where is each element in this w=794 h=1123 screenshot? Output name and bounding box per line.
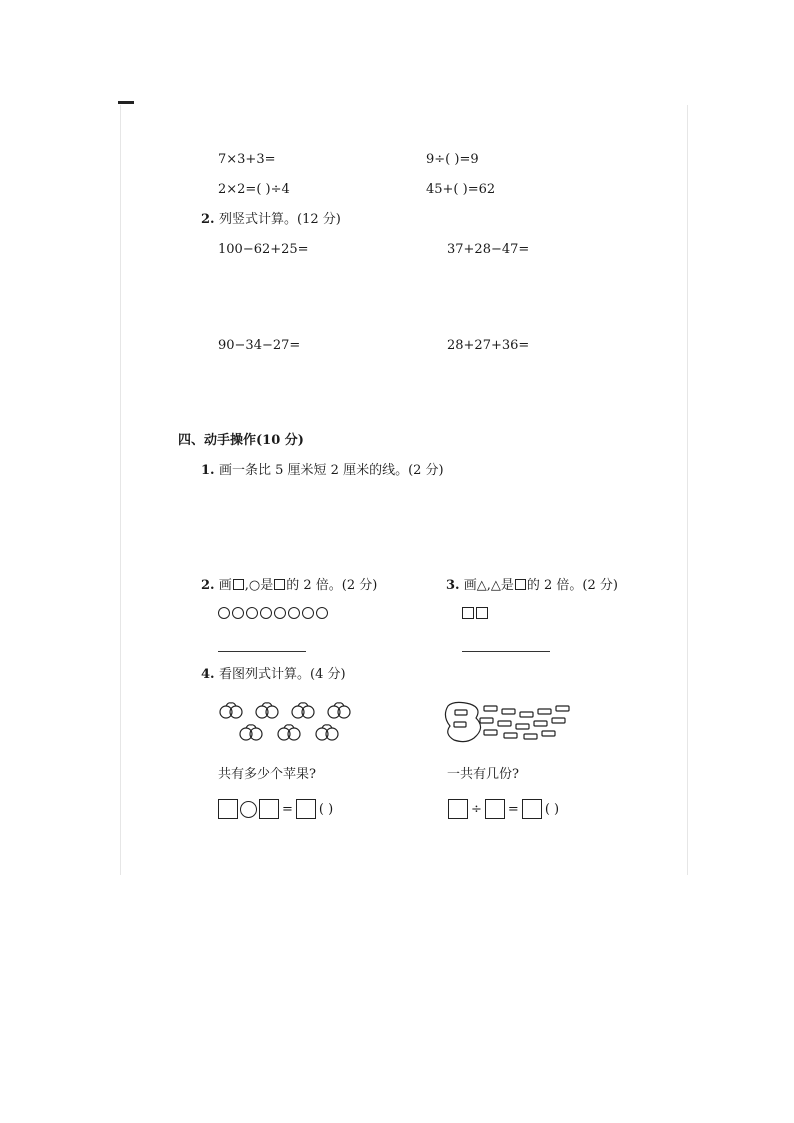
q4-2-post: 的 2 倍。(2 分) [286, 578, 378, 593]
answer-box[interactable] [259, 799, 279, 819]
q1-text: 画一条比 5 厘米短 2 厘米的线。(2 分) [219, 463, 444, 478]
answer-box[interactable] [485, 799, 505, 819]
q4-3-pre: 画△,△是 [463, 578, 514, 593]
apple-cluster-icon [214, 698, 364, 748]
circle-icon [288, 607, 300, 619]
operator-circle[interactable] [240, 801, 257, 818]
q4-2-mid: ,○是 [244, 578, 274, 593]
equals-sign: = [507, 801, 519, 817]
answer-box[interactable] [448, 799, 468, 819]
q1-number: 1. [201, 463, 215, 478]
apples-question: 共有多少个苹果? [218, 767, 316, 782]
answer-box[interactable] [522, 799, 542, 819]
circle-icon [218, 607, 230, 619]
square-row [462, 607, 488, 619]
divide-sign: ÷ [471, 801, 482, 817]
square-icon [462, 607, 474, 619]
square-icon [476, 607, 488, 619]
circle-icon [316, 607, 328, 619]
q4-number: 4. [201, 667, 215, 682]
q2-number: 2. [201, 212, 215, 227]
q3-line [446, 578, 618, 594]
q4-3-post: 的 2 倍。(2 分) [526, 578, 618, 593]
answer-line-q3[interactable] [462, 651, 550, 652]
unit-paren[interactable]: ( ) [544, 801, 560, 817]
expr-1-left: 7×3+3= [218, 152, 276, 167]
square-icon [515, 579, 526, 590]
q4-3-number: 3. [446, 578, 460, 593]
square-icon [233, 579, 244, 590]
square-icon [274, 579, 285, 590]
equals-sign: = [282, 801, 293, 817]
circle-row [218, 607, 328, 619]
q4-2-number: 2. [201, 578, 215, 593]
expr-2-right: 45+( )=62 [426, 182, 496, 197]
circle-icon [260, 607, 272, 619]
equation-apples [218, 799, 334, 819]
calc-a: 100−62+25= [218, 242, 309, 257]
expr-2-left: 2×2=( )÷4 [218, 182, 290, 197]
circle-icon [274, 607, 286, 619]
calc-d: 28+27+36= [447, 338, 530, 353]
calc-c: 90−34−27= [218, 338, 301, 353]
candy-question: 一共有几份? [447, 767, 519, 782]
equation-candy [448, 799, 560, 819]
circle-icon [246, 607, 258, 619]
section-title: 四、动手操作(10 分) [178, 433, 304, 448]
q2-title: 列竖式计算。(12 分) [219, 212, 341, 227]
circle-icon [302, 607, 314, 619]
unit-paren[interactable]: ( ) [318, 801, 334, 817]
answer-box[interactable] [218, 799, 238, 819]
q4-title: 看图列式计算。(4 分) [219, 667, 346, 682]
expr-1-right: 9÷( )=9 [426, 152, 479, 167]
candy-bag-icon [444, 700, 584, 746]
calc-b: 37+28−47= [447, 242, 530, 257]
answer-box[interactable] [296, 799, 316, 819]
circle-icon [232, 607, 244, 619]
q4-2-pre: 画 [218, 578, 232, 593]
page-corner-mark [118, 101, 134, 104]
answer-line-q2[interactable] [218, 651, 306, 652]
q2-line [201, 578, 377, 594]
